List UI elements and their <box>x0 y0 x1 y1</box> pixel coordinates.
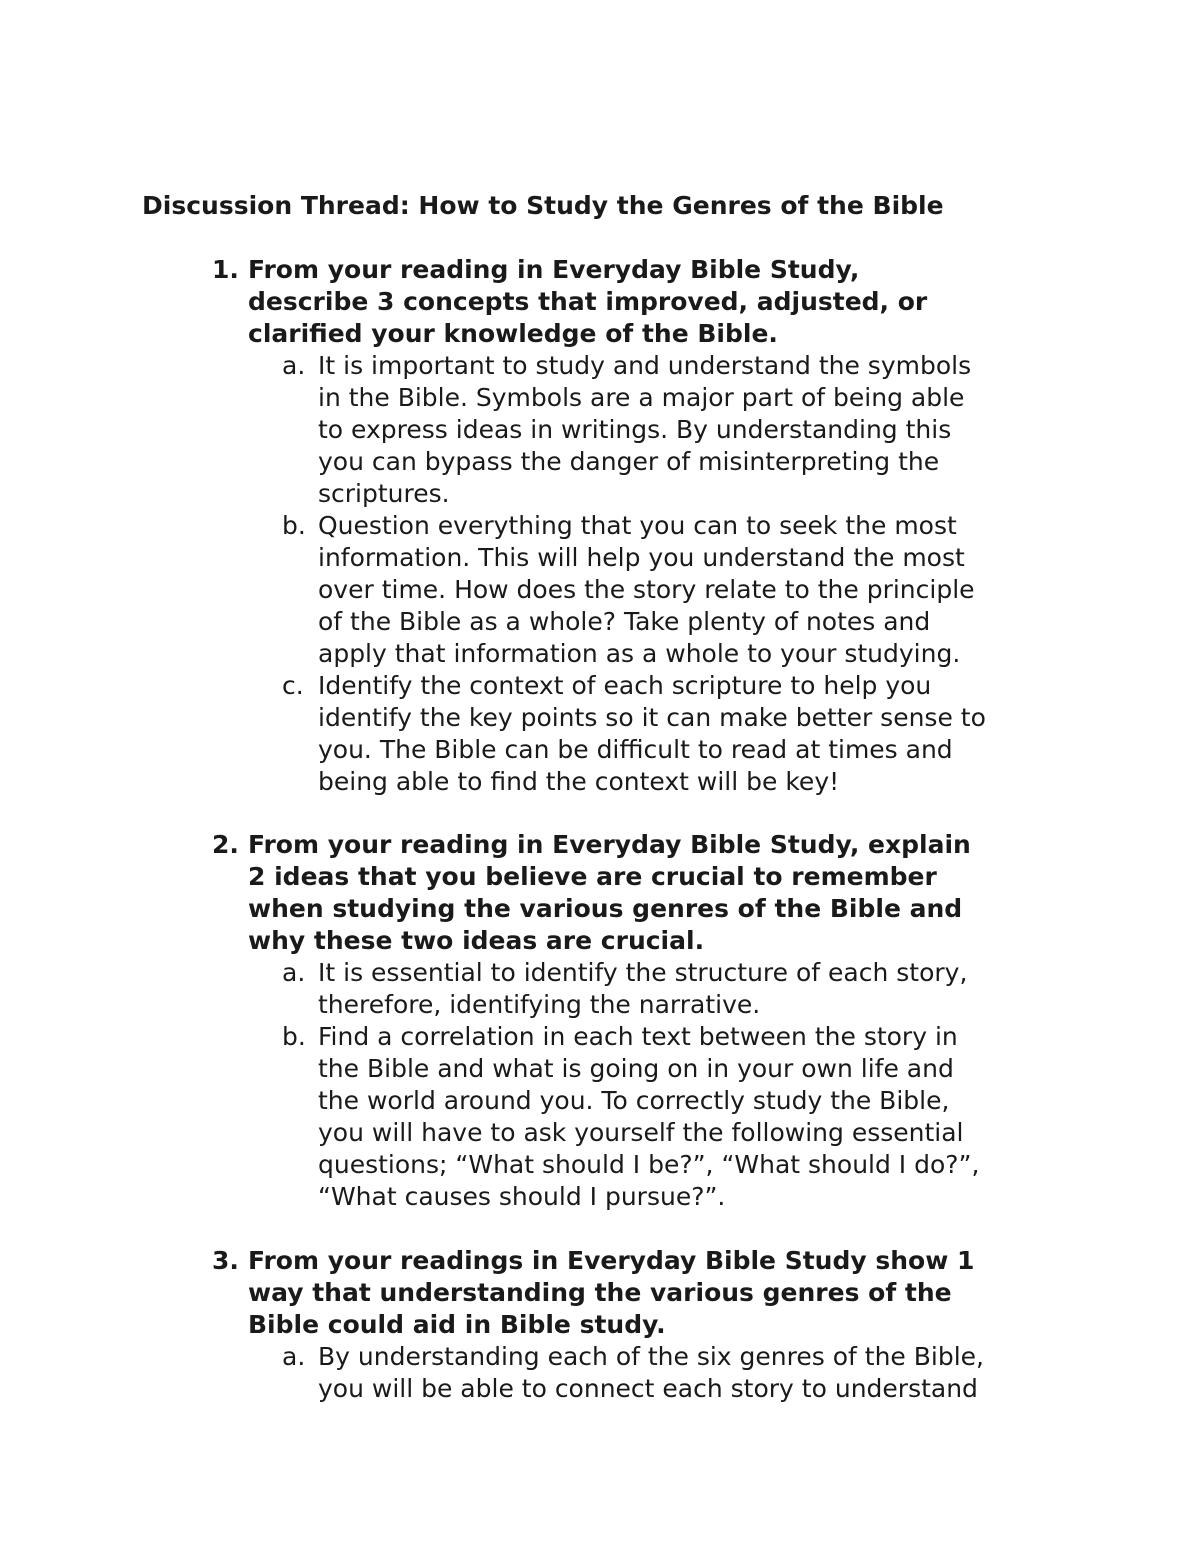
answer-line: information. This will help you understand the most <box>318 543 965 572</box>
question-number: 2. <box>212 830 239 859</box>
question-3 <box>212 1245 1072 1405</box>
answer-marker: a. <box>282 958 306 987</box>
question-1 <box>212 254 1072 798</box>
answer-line: It is essential to identify the structure of each story, <box>318 958 968 987</box>
question-line: way that understanding the various genres of the <box>248 1278 952 1307</box>
answer-marker: b. <box>282 511 306 540</box>
answer-1c <box>282 670 1072 798</box>
answer-2a <box>282 957 1072 1021</box>
answer-2b <box>282 1021 1072 1213</box>
question-line: describe 3 concepts that improved, adjusted, or <box>248 287 928 316</box>
answer-line: you can bypass the danger of misinterpreting the <box>318 447 940 476</box>
answer-marker: c. <box>282 671 304 700</box>
answer-line: being able to find the context will be key! <box>318 767 840 796</box>
question-text <box>248 829 1072 957</box>
answer-line: Question everything that you can to seek the most <box>318 511 957 540</box>
answer-line: By understanding each of the six genres of the Bible, <box>318 1342 984 1371</box>
question-text <box>248 254 1072 350</box>
answer-marker: a. <box>282 1342 306 1371</box>
answer-line: you will have to ask yourself the following essential <box>318 1118 964 1147</box>
question-line: From your reading in Everyday Bible Study, explain <box>248 830 971 859</box>
question-text <box>248 1245 1072 1341</box>
answer-line: “What causes should I pursue?”. <box>318 1182 726 1211</box>
question-number: 3. <box>212 1246 239 1275</box>
answer-line: in the Bible. Symbols are a major part of being able <box>318 383 965 412</box>
answer-1a <box>282 350 1072 510</box>
answer-line: the world around you. To correctly study the Bible, <box>318 1086 950 1115</box>
answer-line: to express ideas in writings. By understanding this <box>318 415 952 444</box>
question-2 <box>212 829 1072 1213</box>
question-line: 2 ideas that you believe are crucial to remember <box>248 862 937 891</box>
question-number: 1. <box>212 255 239 284</box>
answer-line: over time. How does the story relate to the principle <box>318 575 975 604</box>
question-line: Bible could aid in Bible study. <box>248 1310 666 1339</box>
answer-marker: b. <box>282 1022 306 1051</box>
answer-line: Identify the context of each scripture to help you <box>318 671 932 700</box>
question-line: From your readings in Everyday Bible Study show 1 <box>248 1246 975 1275</box>
answer-line: It is important to study and understand the symbols <box>318 351 972 380</box>
document-title: Discussion Thread: How to Study the Genres of the Bible <box>142 191 944 220</box>
answer-line: you. The Bible can be difficult to read at times and <box>318 735 953 764</box>
question-line: why these two ideas are crucial. <box>248 926 705 955</box>
answer-line: of the Bible as a whole? Take plenty of notes and <box>318 607 931 636</box>
answer-line: apply that information as a whole to your studying. <box>318 639 961 668</box>
answer-line: Find a correlation in each text between the story in <box>318 1022 958 1051</box>
question-line: when studying the various genres of the Bible and <box>248 894 963 923</box>
answer-1b <box>282 510 1072 670</box>
answer-line: the Bible and what is going on in your own life and <box>318 1054 954 1083</box>
answer-line: therefore, identifying the narrative. <box>318 990 761 1019</box>
question-line: clarified your knowledge of the Bible. <box>248 319 778 348</box>
answer-line: you will be able to connect each story to understand <box>318 1374 978 1403</box>
answer-marker: a. <box>282 351 306 380</box>
question-line: From your reading in Everyday Bible Study, <box>248 255 860 284</box>
answer-line: questions; “What should I be?”, “What should I do?”, <box>318 1150 980 1179</box>
answer-line: identify the key points so it can make better sense to <box>318 703 986 732</box>
answer-3a <box>282 1341 1072 1405</box>
answer-line: scriptures. <box>318 479 450 508</box>
